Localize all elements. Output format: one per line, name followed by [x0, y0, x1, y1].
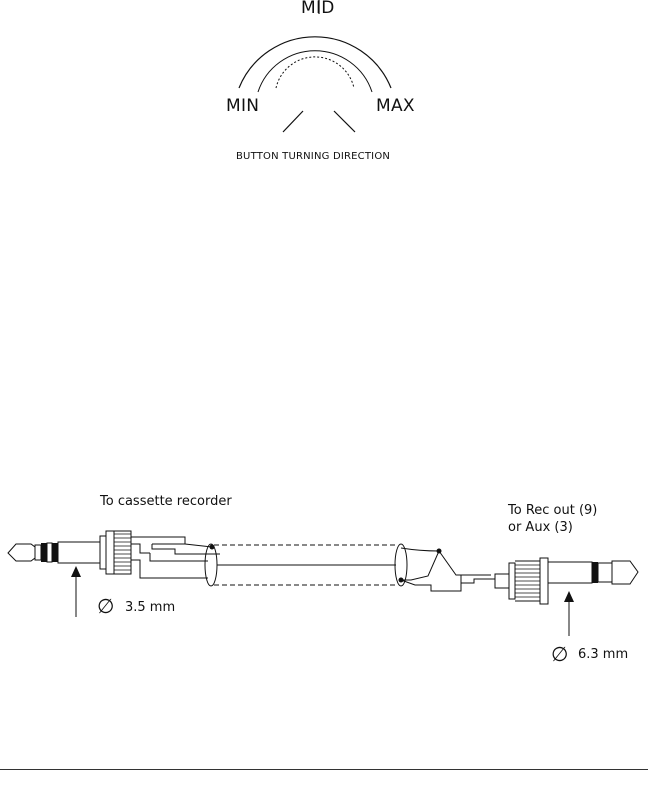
knob-label-min: MIN	[226, 96, 260, 116]
knob-label-mid: MID	[301, 0, 335, 18]
right-diameter-symbol: ∅	[551, 642, 569, 666]
right-connection-label-line2: or Aux (3)	[508, 520, 573, 535]
knob-caption: BUTTON TURNING DIRECTION	[236, 151, 391, 162]
left-jack-plug	[8, 531, 208, 578]
left-diameter-label: 3.5 mm	[125, 600, 176, 615]
right-diameter-label: 6.3 mm	[578, 647, 629, 662]
left-diameter-symbol: ∅	[97, 594, 115, 618]
cable-end-left	[205, 544, 217, 586]
left-connection-label: To cassette recorder	[100, 494, 232, 509]
footer-rule	[0, 769, 648, 770]
knob-label-max: MAX	[376, 96, 415, 116]
left-arrow	[71, 566, 81, 617]
right-arrow	[564, 591, 574, 636]
right-connection-label-line1: To Rec out (9)	[508, 503, 598, 518]
